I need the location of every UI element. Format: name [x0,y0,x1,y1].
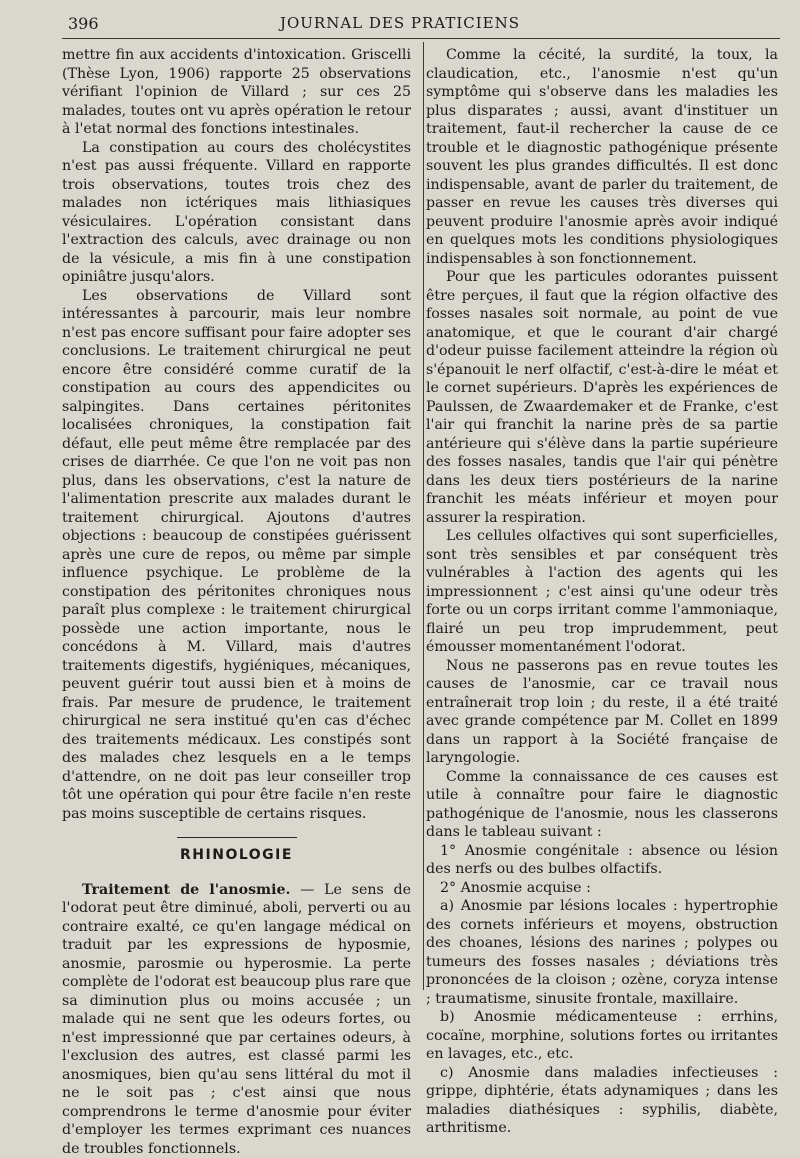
list-item: 1° Anosmie congénitale : absence ou lésion des nerfs ou des bulbes olfactifs. [426,842,778,879]
paragraph: Comme la cécité, la surdité, la toux, la claudication, etc., l'anosmie n'est qu'un symptôme qui s'observe dans les maladies les plus disparates ; aussi, avant d'instituer un traitement, faut-il rechercher la cause de ce trouble et le diagnostic pathogénique présente souvent les plus grandes difficultés. Il est donc indispensable, avant de parler du traitement, de passer en revue les causes très diverses qui peuvent produire l'anosmie après avoir indiqué en quelques mots les conditions physiologiques indispensables à son fonctionnement. [426,46,778,268]
paragraph-lead: Traitement de l'anosmie. [82,882,290,898]
paragraph [62,881,411,1158]
running-head: JOURNAL DES PRATICIENS [0,14,800,32]
section-title: RHINOLOGIE [62,846,411,865]
list-item: 2° Anosmie acquise : [426,879,778,898]
section-heading [62,837,411,865]
classification-list [426,842,778,1138]
column-divider [423,42,424,990]
paragraph: Les observations de Villard sont intéressantes à parcourir, mais leur nombre n'est pas encore suffisant pour faire adopter ses conclusions. Le traitement chirurgical ne peut encore être considéré comme curatif de la constipation au cours des appendicites ou salpingites. Dans certaines péritonites localisées chroniques, la constipation fait défaut, elle peut même être remplacée par des crises de diarrhée. Ce que l'on ne voit pas non plus, dans les observations, c'est la nature de l'alimentation prescrite aux malades durant le traitement chirurgical. Ajoutons d'autres objections : beaucoup de constipées guérissent après une cure de repos, ou même par simple influence psychique. Le problème de la constipation des péritonites chroniques nous paraît plus complexe : le traitement chirurgical possède une action importante, nous le concédons à M. Villard, mais d'autres traitements digestifs, hygiéniques, mécaniques, peuvent guérir tout aussi bien et à moins de frais. Par mesure de prudence, le traitement chirurgical ne sera institué qu'en cas d'échec des traitements médicaux. Les constipés sont des malades chez lesquels en a le temps d'attendre, on ne doit pas leur conseiller trop tôt une opération qui pour être facile n'en reste pas moins susceptible de certains risques. [62,287,411,824]
paragraph-text: — Le sens de l'odorat peut être diminué, aboli, perverti ou au contraire exalté, ce qu'en langage médical on traduit par les expressions de hyposmie, anosmie, parosmie ou hyperosmie. La perte complète de l'odorat est beaucoup plus rare que sa diminution plus ou moins accusée ; un malade qui ne sent que les odeurs fortes, ou n'est impressionné que par certaines odeurs, à l'exclusion des autres, est classé parmi les anosmiques, bien qu'au sens littéral du mot il ne le soit pas ; c'est ainsi que nous comprendrons le terme d'anosmie pour éviter d'employer les termes exprimant ces nuances de troubles fonctionnels. [62,882,411,1157]
paragraph: Comme la connaissance de ces causes est utile à connaître pour faire le diagnostic pathogénique de l'anosmie, nous les classerons dans le tableau suivant : [426,768,778,842]
paragraph: Nous ne passerons pas en revue toutes les causes de l'anosmie, car ce travail nous entraînerait trop loin ; du reste, il a été traité avec grande compétence par M. Collet en 1899 dans un rapport à la Société française de laryngologie. [426,657,778,768]
paragraph: Les cellules olfactives qui sont superficielles, sont très sensibles et par conséquent très vulnérables à l'action des agents qui les impressionnent ; c'est ainsi qu'une odeur très forte ou un corps irritant comme l'ammoniaque, flairé un peu trop imprudemment, peut émousser momentanément l'odorat. [426,527,778,657]
section-rule [177,837,297,838]
paragraph: Pour que les particules odorantes puissent être perçues, il faut que la région olfactive des fosses nasales soit normale, au point de vue anatomique, et que le courant d'air chargé d'odeur puisse facilement atteindre la région où s'épanouit le nerf olfactif, c'est-à-dire le méat et le cornet supérieurs. D'après les expériences de Paulssen, de Zwaardemaker et de Franke, c'est l'air qui franchit la narine près de sa partie antérieure qui s'élève dans la partie supérieure des fosses nasales, tandis que l'air qui pénètre dans les deux tiers postérieurs de la narine franchit les méats inférieur et moyen pour assurer la respiration. [426,268,778,527]
paragraph: mettre fin aux accidents d'intoxication. Griscelli (Thèse Lyon, 1906) rapporte 25 observations vérifiant l'opinion de Villard ; sur ces 25 malades, toutes ont vu après opération le retour à l'etat normal des fonctions intestinales. [62,46,411,139]
header-rule [62,38,780,39]
paragraph: La constipation au cours des cholécystites n'est pas aussi fréquente. Villard en rapporte trois observations, toutes trois chez des malades non ictériques mais lithiasiques vésiculaires. L'opération consistant dans l'extraction des calculs, avec drainage ou non de la vésicule, a mis fin à une constipation opiniâtre jusqu'alors. [62,139,411,287]
list-item: b) Anosmie médicamenteuse : errhins, cocaïne, morphine, solutions fortes ou irritantes en lavages, etc., etc. [426,1008,778,1064]
list-item: a) Anosmie par lésions locales : hypertrophie des cornets inférieurs et moyens, obstruction des choanes, lésions des narines ; polypes ou tumeurs des fosses nasales ; déviations très prononcées de la cloison ; ozène, coryza intense ; traumatisme, sinusite frontale, maxillaire. [426,897,778,1008]
list-item: c) Anosmie dans maladies infectieuses : grippe, diphtérie, états adynamiques ; dans les maladies diathésiques : syphilis, diabète, arthritisme. [426,1064,778,1138]
left-column [62,46,411,1158]
right-column [426,46,778,1138]
page-number: 396 [68,14,99,33]
